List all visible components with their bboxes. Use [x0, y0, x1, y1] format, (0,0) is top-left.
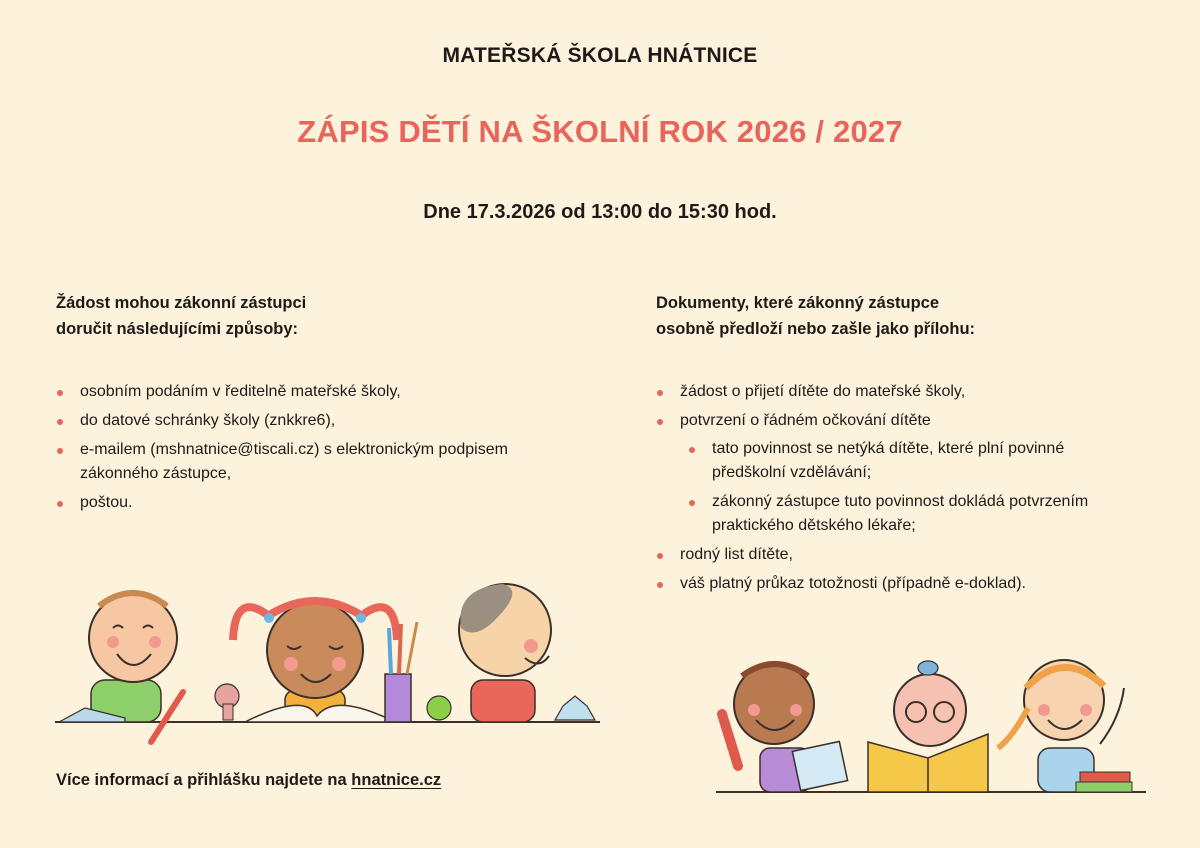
list-item — [656, 572, 1176, 596]
bullet-icon — [57, 419, 63, 425]
school-name: MATEŘSKÁ ŠKOLA HNÁTNICE — [442, 44, 758, 67]
bullet-icon — [57, 501, 63, 507]
list-item-text: poštou. — [80, 494, 133, 511]
website-link[interactable]: hnatnice.cz — [351, 771, 442, 789]
paper-boat-icon — [555, 696, 595, 720]
list-item — [56, 409, 576, 433]
bullet-icon — [657, 390, 663, 396]
sub-list-item — [688, 437, 1142, 485]
list-item-text: do datové schránky školy (znkkre6), — [80, 412, 336, 429]
list-item-text: váš platný průkaz totožnosti (případně e-doklad). — [680, 575, 1026, 592]
kid-2-icon — [215, 601, 397, 722]
kid-waving-icon — [998, 660, 1132, 792]
bullet-icon — [657, 553, 663, 559]
bullet-icon — [57, 448, 63, 454]
apple-icon — [427, 696, 451, 720]
list-item-text: rodný list dítěte, — [680, 546, 793, 563]
documents-heading — [656, 290, 1176, 342]
more-info-footer — [56, 771, 441, 790]
list-item-text: žádost o přijetí dítěte do mateřské školy, — [680, 383, 966, 400]
list-item-text: zákonný zástupce tuto povinnost dokládá potvrzením praktického dětského lékaře; — [712, 493, 1089, 534]
bird-icon — [918, 661, 938, 675]
children-at-desk-illustration — [55, 580, 600, 750]
submission-methods-heading — [56, 290, 576, 342]
bullet-icon — [689, 447, 695, 453]
kid-1-icon — [59, 593, 183, 742]
page-title: ZÁPIS DĚTÍ NA ŠKOLNÍ ROK 2026 / 2027 — [297, 114, 903, 149]
heading-line-2: osobně předloží nebo zašle jako přílohu: — [656, 320, 976, 338]
enrollment-date: Dne 17.3.2026 od 13:00 do 15:30 hod. — [423, 201, 777, 223]
heading-line-1: Žádost mohou zákonní zástupci — [56, 294, 307, 312]
documents-list — [656, 380, 1176, 596]
pencil-cup-icon — [385, 622, 417, 722]
kid-with-pencil-icon — [722, 664, 848, 792]
list-item — [656, 409, 1176, 538]
list-item — [56, 380, 576, 404]
list-item-text: osobním podáním v ředitelně mateřské školy, — [80, 383, 401, 400]
bullet-icon — [689, 500, 695, 506]
sub-list-item — [688, 490, 1152, 538]
list-item-text: e-mailem (mshnatnice@tiscali.cz) s elektronickým podpisem zákonného zástupce, — [80, 441, 508, 482]
list-item — [656, 380, 1176, 404]
submission-methods-section — [56, 290, 576, 520]
list-item-text: tato povinnost se netýká dítěte, které plní povinné předškolní vzdělávání; — [712, 440, 1065, 481]
heading-line-2: doručit následujícími způsoby: — [56, 320, 299, 338]
bullet-icon — [57, 390, 63, 396]
heading-line-1: Dokumenty, které zákonný zástupce — [656, 294, 940, 312]
list-item — [56, 491, 576, 515]
submission-methods-list — [56, 380, 576, 515]
bullet-icon — [657, 419, 663, 425]
list-item — [656, 543, 1176, 567]
list-item — [56, 438, 576, 486]
list-item-text: potvrzení o řádném očkování dítěte — [680, 412, 931, 429]
kid-reading-book-icon — [868, 661, 988, 792]
kid-3-icon — [459, 584, 551, 722]
bullet-icon — [657, 582, 663, 588]
footer-text: Více informací a přihlášku najdete na — [56, 771, 352, 789]
vaccination-sub-list — [688, 437, 1176, 538]
documents-section — [656, 290, 1176, 601]
children-reading-illustration — [716, 648, 1146, 796]
